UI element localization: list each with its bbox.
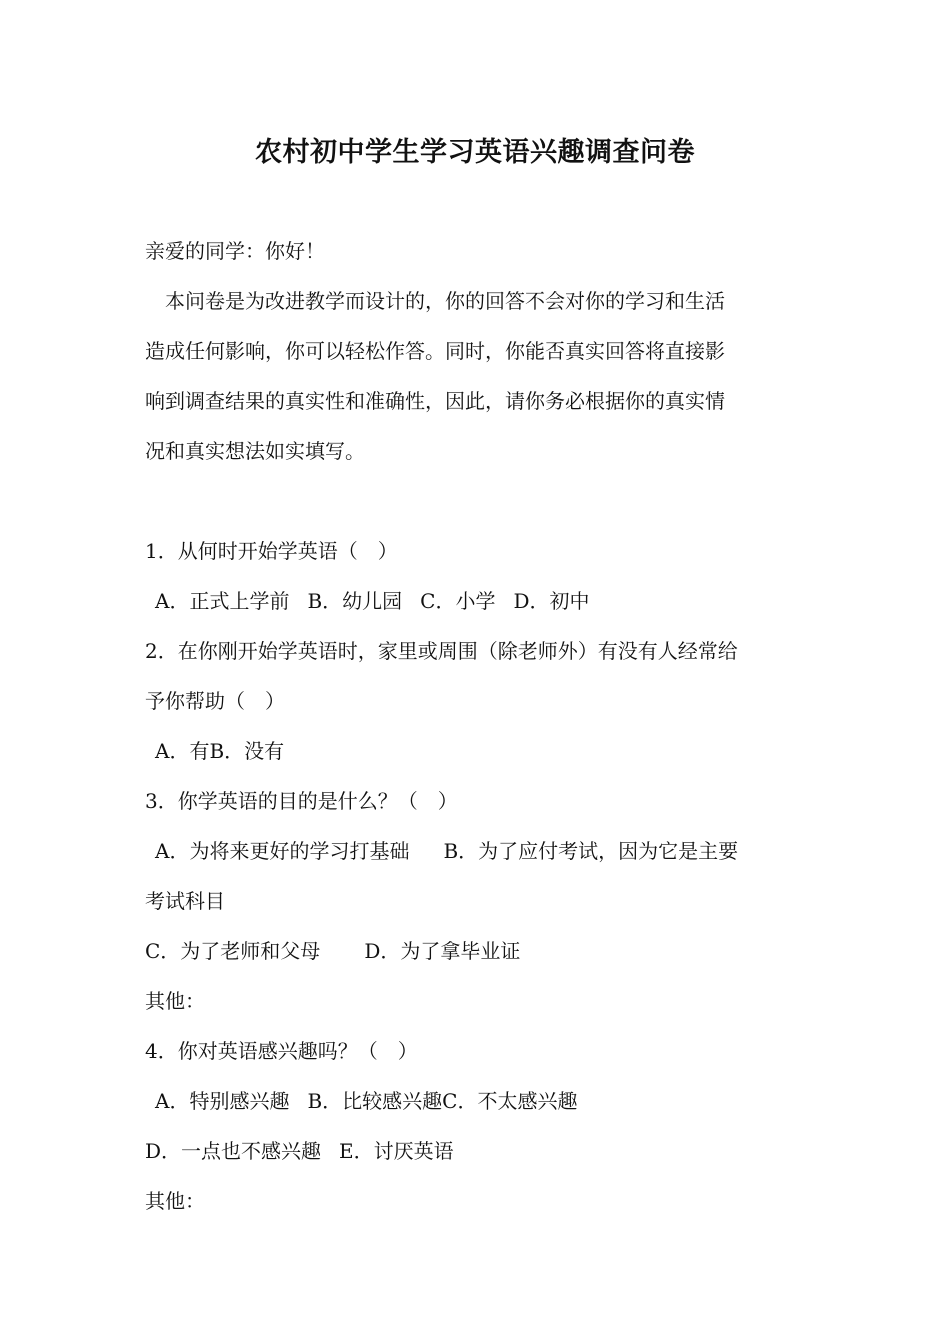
q3-option-a: A．为将来更好的学习打基础 — [155, 839, 410, 863]
q2-option-a: A．有 — [155, 739, 210, 763]
intro-line: 本问卷是为改进教学而设计的，你的回答不会对你的学习和生活 — [165, 289, 725, 313]
q1-option-d: D．初中 — [513, 589, 590, 613]
question-1-options — [145, 576, 810, 626]
intro-line: 造成任何影响，你可以轻松作答。同时，你能否真实回答将直接影 — [145, 339, 725, 363]
question-3-options — [145, 826, 810, 876]
q4-other: 其他： — [145, 1189, 205, 1213]
question-2-options — [145, 726, 810, 776]
question-3-options-2 — [145, 926, 810, 976]
q1-option-c: C．小学 — [420, 589, 496, 613]
q3-option-d: D．为了拿毕业证 — [364, 939, 521, 963]
document-body — [145, 226, 810, 1226]
q4-option-a: A．特别感兴趣 — [155, 1089, 290, 1113]
spacer — [145, 476, 810, 526]
page-title: 农村初中学生学习英语兴趣调查问卷 — [255, 137, 695, 168]
q3-other: 其他： — [145, 989, 205, 1013]
question-2-cont: 予你帮助（ ） — [145, 689, 285, 713]
question-2: 2．在你刚开始学英语时，家里或周围（除老师外）有没有人经常给 — [145, 639, 738, 663]
question-4-options-2 — [145, 1126, 810, 1176]
question-4: 4．你对英语感兴趣吗？（ ） — [145, 1039, 418, 1063]
q4-option-b: B．比较感兴趣 — [307, 1089, 443, 1113]
q3-option-c: C．为了老师和父母 — [145, 939, 321, 963]
q2-option-b: B．没有 — [209, 739, 285, 763]
question-4-options — [145, 1076, 810, 1126]
greeting: 亲爱的同学：你好！ — [145, 239, 325, 263]
q1-option-a: A．正式上学前 — [155, 589, 290, 613]
intro-line: 响到调查结果的真实性和准确性，因此，请你务必根据你的真实情 — [145, 389, 725, 413]
q1-option-b: B．幼儿园 — [307, 589, 403, 613]
q4-option-c: C．不太感兴趣 — [442, 1089, 578, 1113]
q3-option-b-cont: 考试科目 — [145, 889, 225, 913]
intro-line: 况和真实想法如实填写。 — [145, 439, 365, 463]
q3-option-b: B．为了应付考试，因为它是主要 — [443, 839, 739, 863]
question-1: 1．从何时开始学英语（ ） — [145, 539, 398, 563]
q4-option-e: E．讨厌英语 — [339, 1139, 454, 1163]
question-3: 3．你学英语的目的是什么？（ ） — [145, 789, 458, 813]
q4-option-d: D．一点也不感兴趣 — [145, 1139, 322, 1163]
